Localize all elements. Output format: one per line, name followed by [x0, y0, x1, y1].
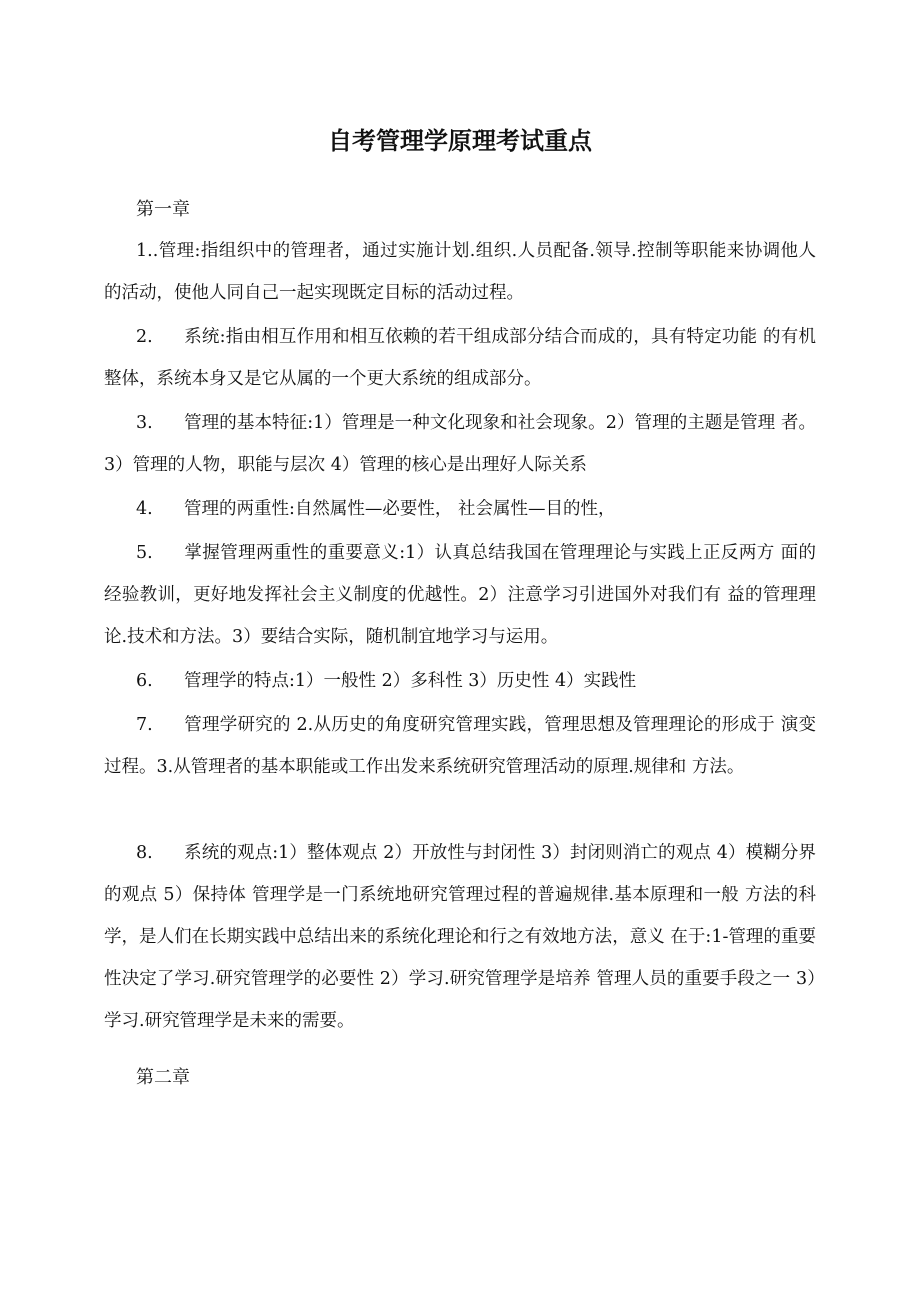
- item-text: 掌握管理两重性的重要意义:1）认真总结我国在管理理论与实践上正反两方 面的经验教训，更好地发挥社会主义制度的优越性。2）注意学习引进国外对我们有 益的管理理论.技术和方法。3）要结合实际，随机制宜地学习与运用。: [104, 543, 816, 647]
- item-number: 4.: [136, 499, 153, 519]
- item-text: 管理学的特点:1）一般性 2）多科性 3）历史性 4）实践性: [184, 671, 637, 691]
- list-item-7: [104, 704, 816, 788]
- item-text: 系统的观点:1）整体观点 2）开放性与封闭性 3）封闭则消亡的观点 4）模糊分界 的观点 5）保持体 管理学是一门系统地研究管理过程的普遍规律.基本原理和一般 方法的科学，是人们在长期实践中总结出来的系统化理论和行之有效地方法，意义 在于:1-管理的重要性决定了学习.研究管理学的必要性 2）学习.研究管理学是培养 管理人员的重要手段之一 3）学习.研究管理学是未来的需要。: [104, 843, 816, 1031]
- item-number: 2.: [136, 327, 153, 347]
- chapter-heading-2: 第二章: [136, 1067, 190, 1088]
- list-item-4: [104, 488, 816, 530]
- item-text: 管理的两重性:自然属性—必要性， 社会属性—目的性，: [184, 499, 616, 519]
- item-number: 5.: [136, 543, 153, 563]
- list-item-6: [104, 660, 816, 702]
- item-text: 系统:指由相互作用和相互依赖的若干组成部分结合而成的，具有特定功能 的有机整体，系统本身又是它从属的一个更大系统的组成部分。: [104, 327, 816, 389]
- list-item-5: [104, 532, 816, 658]
- list-item-3: [104, 402, 816, 486]
- item-number: 8.: [136, 843, 153, 863]
- item-text: 管理学研究的 2.从历史的角度研究管理实践，管理思想及管理理论的形成于 演变过程。3.从管理者的基本职能或工作出发来系统研究管理活动的原理.规律和 方法。: [104, 715, 816, 777]
- item-text: 管理的基本特征:1）管理是一种文化现象和社会现象。2）管理的主题是管理 者。3）管理的人物，职能与层次 4）管理的核心是出理好人际关系: [104, 413, 816, 475]
- item-number: 6.: [136, 671, 153, 691]
- item-number: 7.: [136, 715, 153, 735]
- item-text: 管理:指组织中的管理者，通过实施计划.组织.人员配备.领导.控制等职能来协调他人的活动，使他人同自己一起实现既定目标的活动过程。: [104, 241, 816, 303]
- document-title: 自考管理学原理考试重点: [328, 126, 592, 155]
- chapter-heading-1: 第一章: [136, 199, 190, 220]
- item-number: 3.: [136, 413, 153, 433]
- list-item-8: [104, 832, 816, 1042]
- list-item-2: [104, 316, 816, 400]
- list-item-1: [104, 230, 816, 314]
- item-number: 1..: [136, 241, 159, 261]
